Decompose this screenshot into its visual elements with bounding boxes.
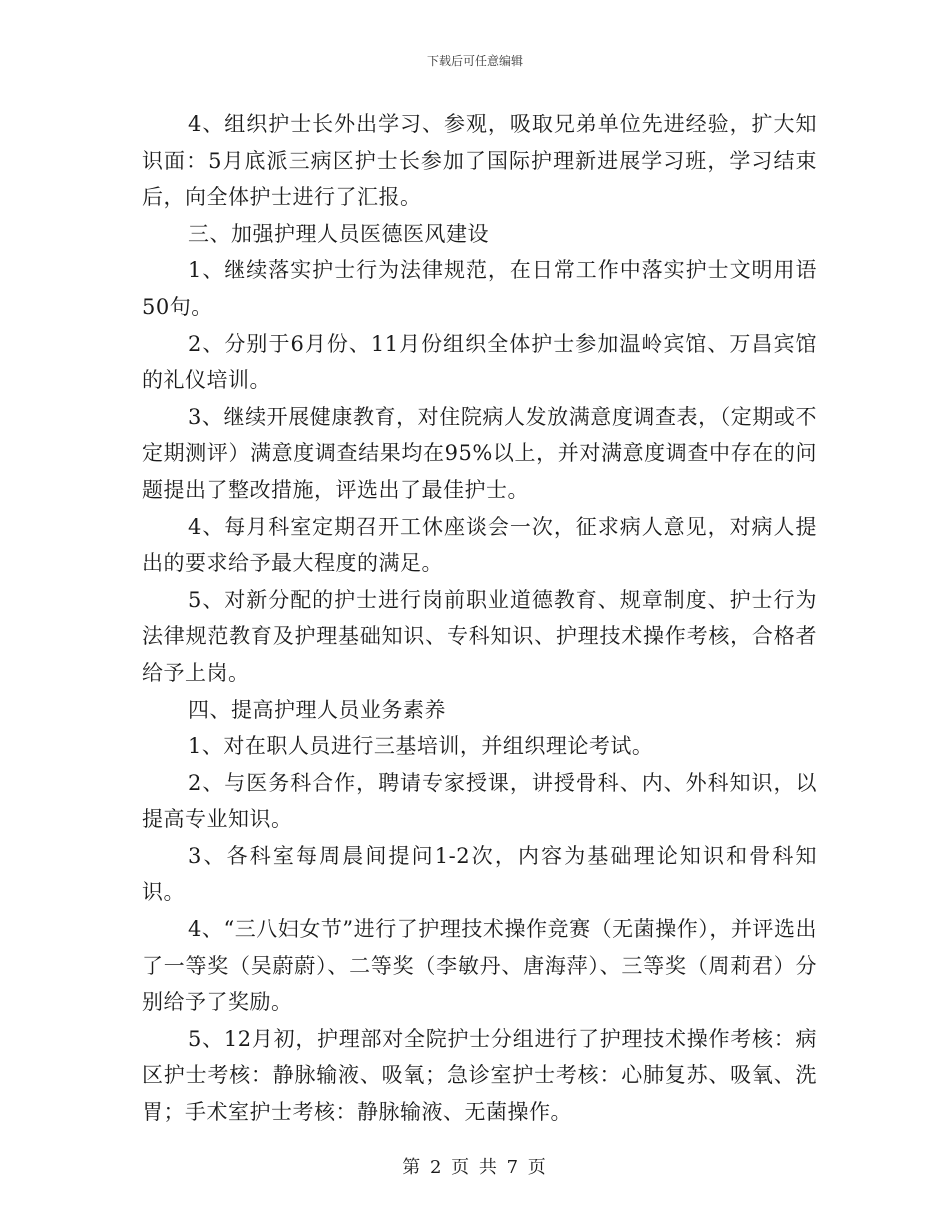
paragraph: 3、各科室每周晨间提问1-2次，内容为基础理论知识和骨科知识。 — [142, 843, 817, 905]
paragraph: 2、分别于6月份、11月份组织全体护士参加温岭宾馆、万昌宾馆的礼仪培训。 — [142, 331, 817, 393]
paragraph: 4、组织护士长外出学习、参观，吸取兄弟单位先进经验，扩大知识面：5月底派三病区护士长参加了国际护理新进展学习班，学习结束后，向全体护士进行了汇报。 — [142, 112, 817, 210]
page-header: 下载后可任意编辑 — [426, 54, 523, 68]
page-footer: 第 2 页 共 7 页 — [402, 1157, 548, 1178]
paragraph: 4、每月科室定期召开工休座谈会一次，征求病人意见，对病人提出的要求给予最大程度的满足。 — [142, 514, 817, 576]
paragraph: 1、继续落实护士行为法律规范，在日常工作中落实护士文明用语50句。 — [142, 258, 817, 319]
paragraph: 2、与医务科合作，聘请专家授课，讲授骨科、内、外科知识，以提高专业知识。 — [142, 770, 817, 832]
paragraph: 4、“三八妇女节”进行了护理技术操作竞赛（无菌操作），并评选出了一等奖（吴蔚蔚）、二等奖（李敏丹、唐海萍）、三等奖（周莉君）分别给予了奖励。 — [142, 917, 817, 1015]
section-heading: 四、提高护理人员业务素养 — [188, 697, 446, 722]
paragraph: 1、对在职人员进行三基培训，并组织理论考试。 — [188, 734, 654, 759]
section-heading: 三、加强护理人员医德医风建设 — [188, 221, 489, 246]
paragraph: 5、12月初，护理部对全院护士分组进行了护理技术操作考核：病区护士考核：静脉输液、吸氧；急诊室护士考核：心肺复苏、吸氧、洗胃；手术室护士考核：静脉输液、无菌操作。 — [142, 1026, 817, 1125]
document-body — [142, 106, 817, 1131]
paragraph: 5、对新分配的护士进行岗前职业道德教育、规章制度、护士行为法律规范教育及护理基础知识、专科知识、护理技术操作考核，合格者给予上岗。 — [142, 587, 817, 685]
paragraph: 3、继续开展健康教育，对住院病人发放满意度调查表，（定期或不定期测评）满意度调查结果均在95%以上，并对满意度调查中存在的问题提出了整改措施，评选出了最佳护士。 — [142, 404, 817, 502]
